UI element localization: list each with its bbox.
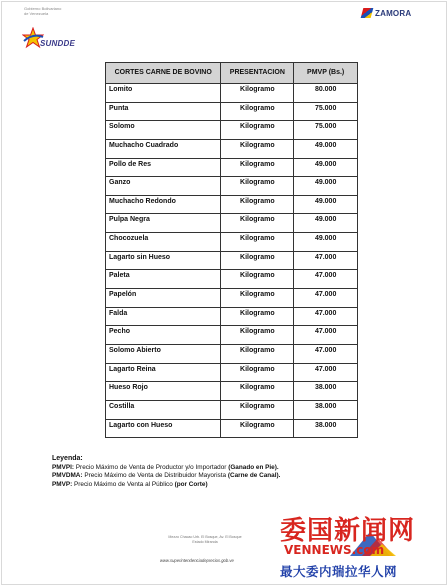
price-cell: 38.000 bbox=[294, 400, 358, 419]
table-row bbox=[106, 344, 358, 363]
cut-cell: Costilla bbox=[106, 400, 221, 419]
legend-item-pmvpi bbox=[52, 464, 280, 473]
presentation-cell: Kilogramo bbox=[221, 158, 294, 177]
price-cell: 49.000 bbox=[294, 158, 358, 177]
legend-text: Precio Máximo de Venta de Distribuidor Mayorista bbox=[84, 472, 227, 479]
price-cell: 47.000 bbox=[294, 307, 358, 326]
header-price: PMVP (Bs.) bbox=[294, 63, 358, 84]
table-row bbox=[106, 214, 358, 233]
table-row bbox=[106, 270, 358, 289]
table-row bbox=[106, 84, 358, 103]
presentation-cell: Kilogramo bbox=[221, 214, 294, 233]
cut-cell: Solomo Abierto bbox=[106, 344, 221, 363]
table-row bbox=[106, 289, 358, 308]
legend-text: Precio Máximo de Venta de Productor y/o Importador bbox=[75, 463, 227, 471]
table-row bbox=[106, 400, 358, 419]
watermark-title: 委国新闻网 bbox=[280, 516, 416, 546]
legend-note: (por Corte) bbox=[174, 480, 208, 488]
presentation-cell: Kilogramo bbox=[221, 307, 294, 326]
table-row bbox=[106, 251, 358, 270]
presentation-cell: Kilogramo bbox=[221, 363, 294, 382]
table-row bbox=[106, 382, 358, 401]
table-row bbox=[106, 195, 358, 214]
price-cell: 47.000 bbox=[294, 251, 358, 270]
table-row bbox=[106, 419, 358, 438]
legend-note: (Carne de Canal). bbox=[227, 472, 281, 479]
cut-cell: Solomo bbox=[106, 121, 221, 140]
cut-cell: Ganzo bbox=[106, 177, 221, 196]
price-cell: 38.000 bbox=[294, 419, 358, 438]
presentation-cell: Kilogramo bbox=[221, 289, 294, 308]
price-cell: 49.000 bbox=[294, 177, 358, 196]
presentation-cell: Kilogramo bbox=[221, 195, 294, 214]
sundde-logo bbox=[22, 27, 92, 53]
legend-note: (Ganado en Pie). bbox=[228, 463, 279, 471]
price-cell: 80.000 bbox=[294, 84, 358, 103]
presentation-cell: Kilogramo bbox=[221, 251, 294, 270]
sundde-brand-text: SUNDDE bbox=[40, 39, 75, 48]
price-cell: 75.000 bbox=[294, 102, 358, 121]
table-row bbox=[106, 139, 358, 158]
table-body bbox=[106, 84, 358, 438]
presentation-cell: Kilogramo bbox=[221, 139, 294, 158]
table-row bbox=[106, 363, 358, 382]
cut-cell: Pollo de Res bbox=[106, 158, 221, 177]
price-cell: 47.000 bbox=[294, 363, 358, 382]
zamora-flag-icon bbox=[361, 8, 374, 18]
price-cell: 49.000 bbox=[294, 214, 358, 233]
presentation-cell: Kilogramo bbox=[221, 400, 294, 419]
legend-title: Leyenda: bbox=[52, 455, 83, 462]
table-row bbox=[106, 326, 358, 345]
header-presentation: PRESENTACION bbox=[221, 63, 294, 84]
cut-cell: Lagarto con Hueso bbox=[106, 419, 221, 438]
cut-cell: Punta bbox=[106, 102, 221, 121]
cut-cell: Paleta bbox=[106, 270, 221, 289]
watermark-site: VENNEWS.com bbox=[284, 543, 385, 557]
price-table bbox=[105, 62, 358, 438]
table-header-row bbox=[106, 63, 358, 84]
legend-abbr: PMVPI: bbox=[52, 463, 75, 471]
watermark-slogan: 最大委内瑞拉华人网 bbox=[280, 564, 398, 579]
presentation-cell: Kilogramo bbox=[221, 270, 294, 289]
presentation-cell: Kilogramo bbox=[221, 121, 294, 140]
header-cut: CORTES CARNE DE BOVINO bbox=[106, 63, 221, 84]
presentation-cell: Kilogramo bbox=[221, 344, 294, 363]
cut-cell: Falda bbox=[106, 307, 221, 326]
cut-cell: Pecho bbox=[106, 326, 221, 345]
price-cell: 38.000 bbox=[294, 382, 358, 401]
presentation-cell: Kilogramo bbox=[221, 419, 294, 438]
legend-text: Precio Máximo de Venta al Público bbox=[74, 480, 173, 488]
table-row bbox=[106, 121, 358, 140]
legend bbox=[52, 455, 280, 489]
table-row bbox=[106, 102, 358, 121]
presentation-cell: Kilogramo bbox=[221, 326, 294, 345]
cut-cell: Lagarto sin Hueso bbox=[106, 251, 221, 270]
table-row bbox=[106, 158, 358, 177]
zamora-logo-text: ZAMORA bbox=[375, 9, 412, 18]
cut-cell: Papelón bbox=[106, 289, 221, 308]
cut-cell: Lomito bbox=[106, 84, 221, 103]
presentation-cell: Kilogramo bbox=[221, 177, 294, 196]
footer-address: Mezzo Chacao Urb. El Bosque, Av. El Bosque Estado Miranda bbox=[168, 535, 242, 544]
footer-url: www.superintendenciadeprecios.gob.ve bbox=[160, 558, 234, 563]
zamora-logo bbox=[362, 6, 418, 24]
price-cell: 47.000 bbox=[294, 326, 358, 345]
table-row bbox=[106, 233, 358, 252]
vennews-watermark bbox=[268, 510, 448, 586]
legend-abbr: PMVP: bbox=[52, 480, 73, 488]
price-cell: 47.000 bbox=[294, 270, 358, 289]
presentation-cell: Kilogramo bbox=[221, 382, 294, 401]
table-row bbox=[106, 177, 358, 196]
price-cell: 49.000 bbox=[294, 139, 358, 158]
table-row bbox=[106, 307, 358, 326]
legend-item-pmvdma bbox=[52, 472, 280, 481]
legend-item-pmvp bbox=[52, 481, 280, 490]
price-cell: 47.000 bbox=[294, 289, 358, 308]
presentation-cell: Kilogramo bbox=[221, 102, 294, 121]
cut-cell: Muchacho Cuadrado bbox=[106, 139, 221, 158]
cut-cell: Chocozuela bbox=[106, 233, 221, 252]
price-cell: 75.000 bbox=[294, 121, 358, 140]
government-header-text: Gobierno Bolivariano de Venezuela bbox=[24, 6, 62, 16]
price-cell: 49.000 bbox=[294, 233, 358, 252]
price-cell: 49.000 bbox=[294, 195, 358, 214]
cut-cell: Hueso Rojo bbox=[106, 382, 221, 401]
cut-cell: Pulpa Negra bbox=[106, 214, 221, 233]
price-cell: 47.000 bbox=[294, 344, 358, 363]
presentation-cell: Kilogramo bbox=[221, 84, 294, 103]
cut-cell: Lagarto Reina bbox=[106, 363, 221, 382]
legend-abbr: PMVDMA: bbox=[52, 472, 83, 479]
presentation-cell: Kilogramo bbox=[221, 233, 294, 252]
cut-cell: Muchacho Redondo bbox=[106, 195, 221, 214]
